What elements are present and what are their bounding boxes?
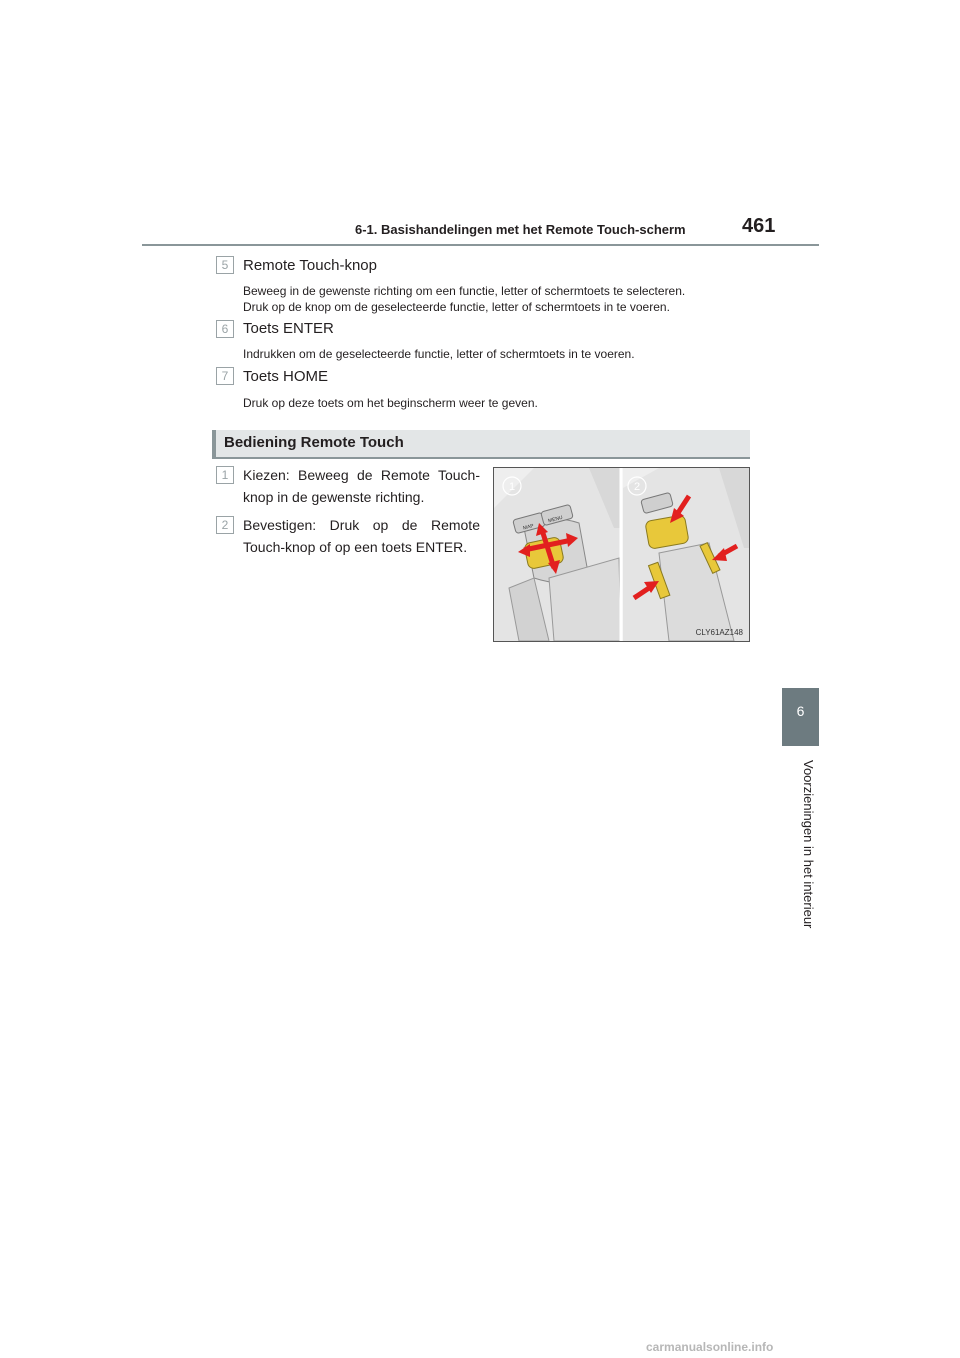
section-heading-accent xyxy=(212,430,216,459)
step-marker-1: 1 xyxy=(216,466,234,484)
item-marker-6: 6 xyxy=(216,320,234,338)
fig-label-2: 2 xyxy=(633,481,641,493)
running-header-title: 6-1. Basishandelingen met het Remote Touch-scherm xyxy=(355,222,686,237)
fig-button-menu-label: MENU xyxy=(547,514,564,525)
item-title-toets-enter: Toets ENTER xyxy=(243,320,334,337)
step-marker-2: 2 xyxy=(216,516,234,534)
page-number: 461 xyxy=(742,215,776,237)
fig-label-1: 1 xyxy=(508,481,516,493)
figure-code: CLY61AZ148 xyxy=(695,628,743,637)
item-desc-line: Druk op deze toets om het beginscherm weer te geven. xyxy=(243,396,538,410)
step-text-kiezen: Kiezen: Beweeg de Remote Touch-knop in de gewenste richting. xyxy=(243,467,480,505)
item-desc-line: Druk op de knop om de geselecteerde functie, letter of schermtoets in te voeren. xyxy=(243,300,670,314)
remote-touch-illustration xyxy=(493,467,750,642)
step-text-bevestigen: Bevestigen: Druk op de Remote Touch-knop of op een toets ENTER. xyxy=(243,517,480,555)
chapter-tab-label: Voorzieningen in het interieur xyxy=(801,760,816,929)
item-desc-line: Indrukken om de geselecteerde functie, letter of schermtoets in te voeren. xyxy=(243,347,635,361)
header-divider xyxy=(142,244,819,246)
console-illustration-svg xyxy=(494,468,749,641)
footer-watermark: carmanualsonline.info xyxy=(646,1340,774,1354)
item-title-toets-home: Toets HOME xyxy=(243,368,329,385)
item-marker-5: 5 xyxy=(216,256,234,274)
fig-button-map-label: MAP xyxy=(522,522,535,532)
item-title-remote-touch-knop: Remote Touch-knop xyxy=(243,257,377,274)
item-desc-line: Beweeg in de gewenste richting om een functie, letter of schermtoets te selecteren. xyxy=(243,284,686,298)
item-marker-7: 7 xyxy=(216,367,234,385)
chapter-tab-number: 6 xyxy=(796,703,805,719)
section-title: Bediening Remote Touch xyxy=(224,434,404,451)
